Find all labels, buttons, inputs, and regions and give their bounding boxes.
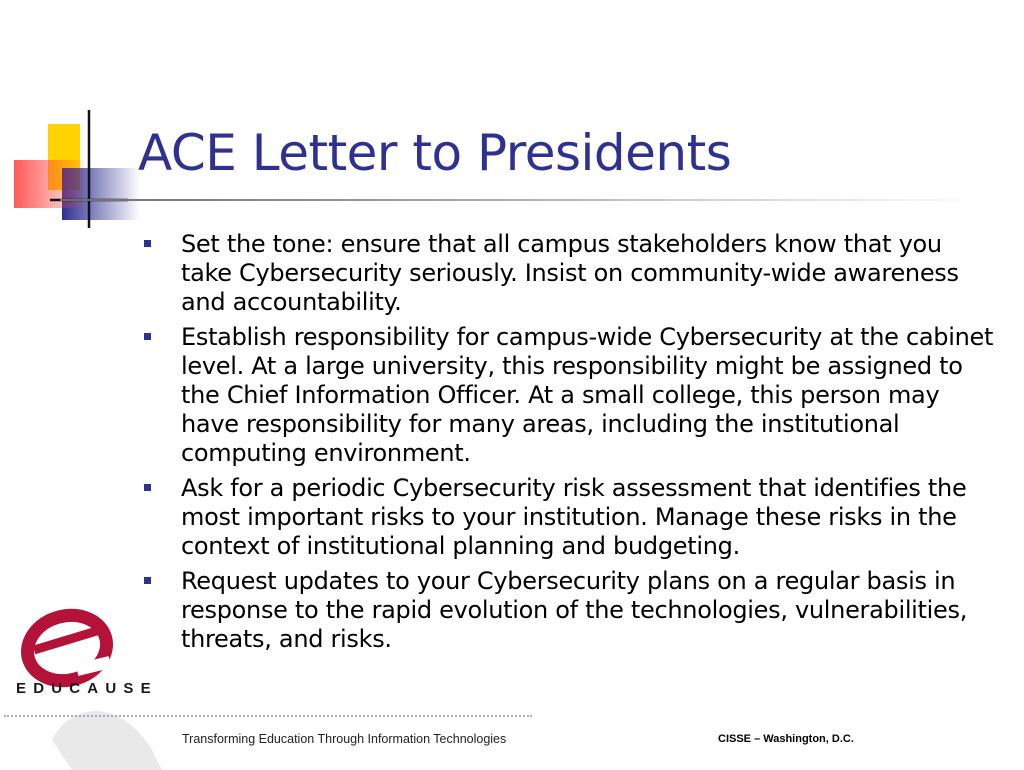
logo-wordmark: EDUCAUSE (16, 680, 158, 697)
bullet-text: Ask for a periodic Cybersecurity risk assessment that identifies the most important risks to your institution. Manage these risks in the context of institutional planning and budgeting. (181, 474, 967, 560)
bullet-item (144, 323, 994, 468)
bullet-item (144, 474, 994, 561)
corner-decoration (0, 0, 220, 240)
educause-logo (12, 600, 182, 770)
bullet-item (144, 567, 994, 654)
bullet-square-icon (144, 240, 151, 247)
bullet-item (144, 230, 994, 317)
bullet-text: Request updates to your Cybersecurity plans on a regular basis in response to the rapid evolution of the technologies, vulnerabilities, threats, and risks. (181, 567, 968, 653)
footer-dotted-rule (4, 715, 532, 717)
bullet-list (144, 230, 994, 660)
bullet-square-icon (144, 577, 151, 584)
footer-event: CISSE – Washington, D.C. (718, 733, 854, 745)
bullet-text: Establish responsibility for campus-wide Cybersecurity at the cabinet level. At a large university, this responsibility might be assigned to the Chief Information Officer. At a small college, this person may have responsibility for many areas, including the institutional computing environment. (181, 323, 994, 467)
bullet-square-icon (144, 484, 151, 491)
slide-title: ACE Letter to Presidents (138, 124, 732, 182)
bullet-square-icon (144, 333, 151, 340)
footer-tagline: Transforming Education Through Information Technologies (182, 732, 507, 746)
bullet-text: Set the tone: ensure that all campus stakeholders know that you take Cybersecurity seriously. Insist on community-wide awareness and accountability. (181, 230, 959, 316)
logo-swoosh (52, 711, 162, 770)
title-underline (60, 199, 980, 201)
